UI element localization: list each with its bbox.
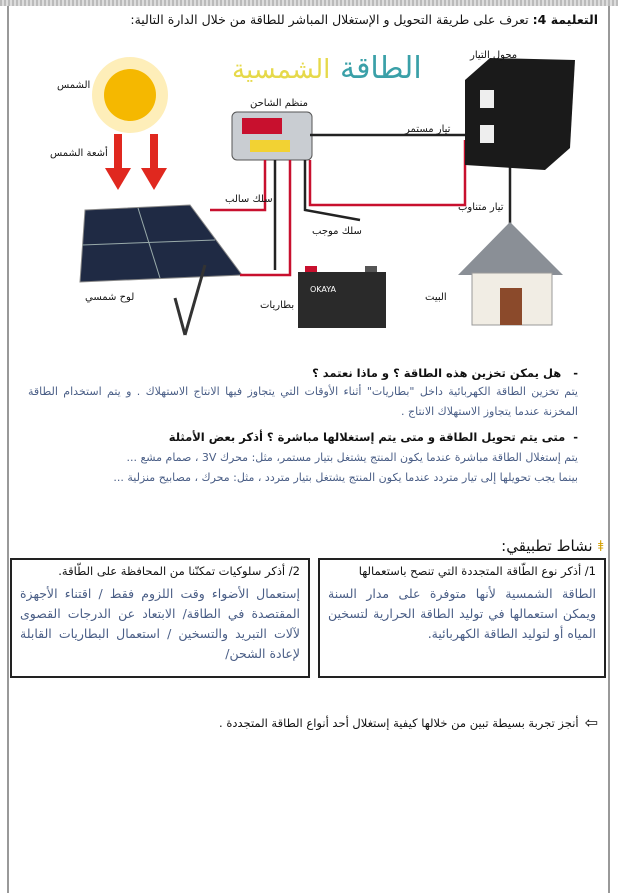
diagram-title-energy: الطاقة	[340, 51, 422, 86]
battery-brand: OKAYA	[310, 285, 336, 294]
box-2-answer: إستعمال الأضواء وقت اللزوم فقط / اقتناء الأجهزة المقتصدة في الطاقة/ الابتعاد عن الدرجات القصوى لآلات التبريد والتسخين / استعمال البطاريات القابلة لإعادة الشحن/	[20, 586, 300, 661]
solar-circuit-diagram	[10, 30, 608, 340]
task-text: أنجز تجربة بسيطة تبين من خلالها كيفية إستغلال أحد أنواع الطاقة المتجددة .	[219, 715, 579, 730]
question-2: - متى يتم تحويل الطاقة و متى يتم إستغلالها مباشرة ؟ أذكر بعض الأمثلة	[168, 430, 578, 444]
label-inverter: محول التيار	[470, 50, 518, 61]
label-sun-rays: أشعة الشمس	[50, 148, 108, 159]
box-2-question: 2/ أذكر سلوكيات تمكنّنا من المحافظة على الطّاقة.	[58, 564, 300, 578]
page-border-right	[608, 6, 610, 893]
label-sun: الشمس	[57, 80, 91, 91]
inverter-icon	[465, 58, 575, 170]
label-alternating-current: تيار متناوب	[458, 202, 504, 213]
page-border-top	[0, 0, 618, 6]
battery-icon	[298, 266, 386, 328]
box-1-question: 1/ أذكر نوع الطّاقة المتجددة التي تنصح باستعمالها	[358, 564, 596, 578]
label-positive-wire: سلك موجب	[312, 226, 362, 237]
answer-2-line-1: يتم إستغلال الطاقة مباشرة عندما يكون المنتج يشتغل بتيار مستمر، مثل: محرك 3V ، صمام مشع ...	[126, 451, 578, 464]
question-1-text: هل يمكن تخزين هذه الطاقة ؟ و ماذا نعتمد ؟	[312, 366, 562, 380]
diagram-title-solar: الشمسية	[232, 55, 331, 85]
page-border-left	[7, 6, 9, 893]
label-house: البيت	[425, 292, 447, 303]
question-1: - هل يمكن تخزين هذه الطاقة ؟ و ماذا نعتمد ؟	[312, 366, 578, 380]
question-2-text: متى يتم تحويل الطاقة و متى يتم إستغلالها مباشرة ؟ أذكر بعض الأمثلة	[168, 430, 566, 444]
activity-box-1	[318, 558, 606, 678]
box-1-answer: الطاقة الشمسية لأنها متوفرة على مدار السنة ويمكن استعمالها في توليد الطاقة الحرارية لتسخين المياه أو لتوليد الطاقة الكهربائية.	[328, 586, 596, 641]
activity-heading-text: نشاط تطبيقي:	[501, 537, 593, 555]
instruction-heading	[130, 12, 598, 27]
answer-1: يتم تخزين الطاقة الكهربائية داخل "بطاريات" أثناء الأوقات التي يتجاوز فيها الانتاج الاستهلاك . و يتم استخدام الطاقة المخزنة عندما يتجاوز الاستهلاك الانتاج .	[28, 385, 578, 418]
solar-panel-icon	[80, 205, 242, 335]
instruction-label: التعليمة 4:	[532, 12, 598, 27]
sun-icon	[92, 57, 168, 133]
charge-controller-icon	[232, 112, 312, 160]
answer-2-line-2: بينما يجب تحويلها إلى تيار متردد عندما يكون المنتج يشتغل بتيار متردد ، مثل: محرك ، مصابيح منزلية ...	[113, 471, 578, 484]
label-batteries: بطاريات	[260, 300, 295, 311]
label-charge-controller: منظم الشاحن	[250, 98, 308, 109]
task	[219, 713, 598, 732]
house-icon	[458, 222, 563, 325]
instruction-text: تعرف على طريقة التحويل و الإستغلال المباشر للطاقة من خلال الدارة التالية:	[130, 12, 533, 27]
sun-rays-arrows	[105, 134, 167, 190]
activity-box-2	[10, 558, 310, 678]
label-direct-current: تيار مستمر	[405, 124, 451, 135]
label-solar-panel: لوح شمسي	[85, 292, 135, 303]
label-negative-wire: سلك سالب	[225, 194, 273, 205]
pin-icon: ⯒	[597, 537, 604, 555]
arrow-left-icon: ⇦	[584, 713, 598, 732]
